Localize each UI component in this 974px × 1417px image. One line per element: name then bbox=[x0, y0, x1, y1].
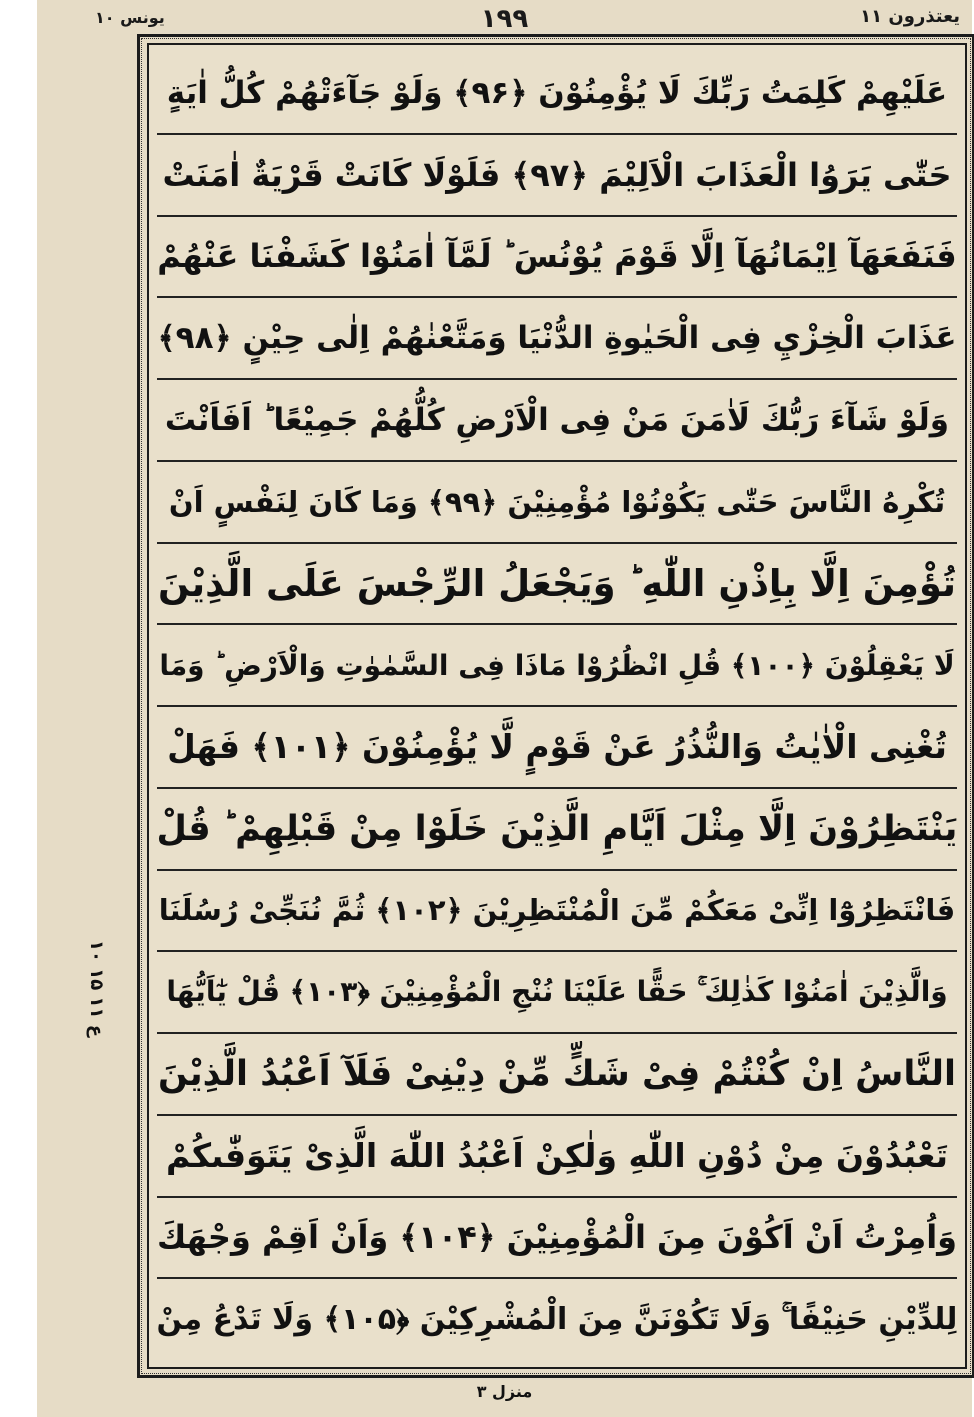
juz-name: یعتذرون ۱۱ bbox=[860, 6, 960, 27]
verse-line-4: عَذَابَ الْخِزْيِ فِى الْحَيٰوةِ الدُّنْيَا وَمَتَّعْنٰهُمْ اِلٰى حِيْنٍ ﴿۹۸﴾ bbox=[157, 298, 957, 380]
mushaf-page bbox=[37, 0, 972, 1417]
page-number: ۱۹۹ bbox=[480, 4, 529, 34]
manzil-footer: منزل ۳ bbox=[476, 1382, 533, 1401]
verse-line-10: يَنْتَظِرُوْنَ اِلَّا مِثْلَ اَيَّامِ الَّذِيْنَ خَلَوْا مِنْ قَبْلِهِمْ ؕ قُلْ bbox=[157, 789, 957, 871]
ruku-margin-mark: ع ۱۱ ۱۵ ۱۰ bbox=[86, 940, 107, 1038]
verse-line-11: فَانْتَظِرُوْٓا اِنِّىْ مَعَكُمْ مِّنَ الْمُنْتَظِرِيْنَ ﴿۱۰۲﴾ ثُمَّ نُنَجِّىْ رُسُلَنَا bbox=[157, 871, 957, 953]
page-header bbox=[37, 4, 972, 32]
verse-line-2: حَتّٰى يَرَوُا الْعَذَابَ الْاَلِيْمَ ﴿۹۷﴾ فَلَوْلَا كَانَتْ قَرْيَةٌ اٰمَنَتْ bbox=[157, 135, 957, 217]
verse-line-8: لَا يَعْقِلُوْنَ ﴿۱۰۰﴾ قُلِ انْظُرُوْا مَاذَا فِى السَّمٰوٰتِ وَالْاَرْضِ ؕ وَمَا bbox=[157, 625, 957, 707]
verse-line-3: فَنَفَعَهَآ اِيْمَانُهَآ اِلَّا قَوْمَ يُوْنُسَ ؕ لَمَّآ اٰمَنُوْا كَشَفْنَا عَنْهُمْ bbox=[157, 217, 957, 299]
verse-line-14: تَعْبُدُوْنَ مِنْ دُوْنِ اللّٰهِ وَلٰكِنْ اَعْبُدُ اللّٰهَ الَّذِىْ يَتَوَفّٰىكُمْ bbox=[157, 1116, 957, 1198]
verse-lines bbox=[157, 53, 957, 1359]
verse-line-9: تُغْنِى الْاٰيٰتُ وَالنُّذُرُ عَنْ قَوْمٍ لَّا يُؤْمِنُوْنَ ﴿۱۰۱﴾ فَهَلْ bbox=[157, 707, 957, 789]
verse-line-13: النَّاسُ اِنْ كُنْتُمْ فِىْ شَكٍّ مِّنْ دِيْنِىْ فَلَآ اَعْبُدُ الَّذِيْنَ bbox=[157, 1034, 957, 1116]
verse-line-12: وَالَّذِيْنَ اٰمَنُوْا كَذٰلِكَ ۚ حَقًّا عَلَيْنَا نُنْجِ الْمُؤْمِنِيْنَ ﴿۱۰۳﴾ قُلْ يٰٓاَيُّهَا bbox=[157, 952, 957, 1034]
verse-line-5: وَلَوْ شَآءَ رَبُّكَ لَاٰمَنَ مَنْ فِى الْاَرْضِ كُلُّهُمْ جَمِيْعًا ؕ اَفَاَنْتَ bbox=[157, 380, 957, 462]
verse-line-1: عَلَيْهِمْ كَلِمَتُ رَبِّكَ لَا يُؤْمِنُوْنَ ﴿۹۶﴾ وَلَوْ جَآءَتْهُمْ كُلُّ اٰيَةٍ bbox=[157, 53, 957, 135]
verse-line-15: وَاُمِرْتُ اَنْ اَكُوْنَ مِنَ الْمُؤْمِنِيْنَ ﴿۱۰۴﴾ وَاَنْ اَقِمْ وَجْهَكَ bbox=[157, 1198, 957, 1280]
verse-line-16: لِلدِّيْنِ حَنِيْفًا ۚ وَلَا تَكُوْنَنَّ مِنَ الْمُشْرِكِيْنَ ﴿۱۰۵﴾ وَلَا تَدْعُ مِنْ bbox=[157, 1301, 957, 1337]
verse-line-7: تُؤْمِنَ اِلَّا بِاِذْنِ اللّٰهِ ؕ وَيَجْعَلُ الرِّجْسَ عَلَى الَّذِيْنَ bbox=[157, 544, 957, 626]
verse-line-6: تُكْرِهُ النَّاسَ حَتّٰى يَكُوْنُوْا مُؤْمِنِيْنَ ﴿۹۹﴾ وَمَا كَانَ لِنَفْسٍ اَنْ bbox=[157, 462, 957, 544]
surah-name: یونس ۱۰ bbox=[95, 8, 165, 27]
